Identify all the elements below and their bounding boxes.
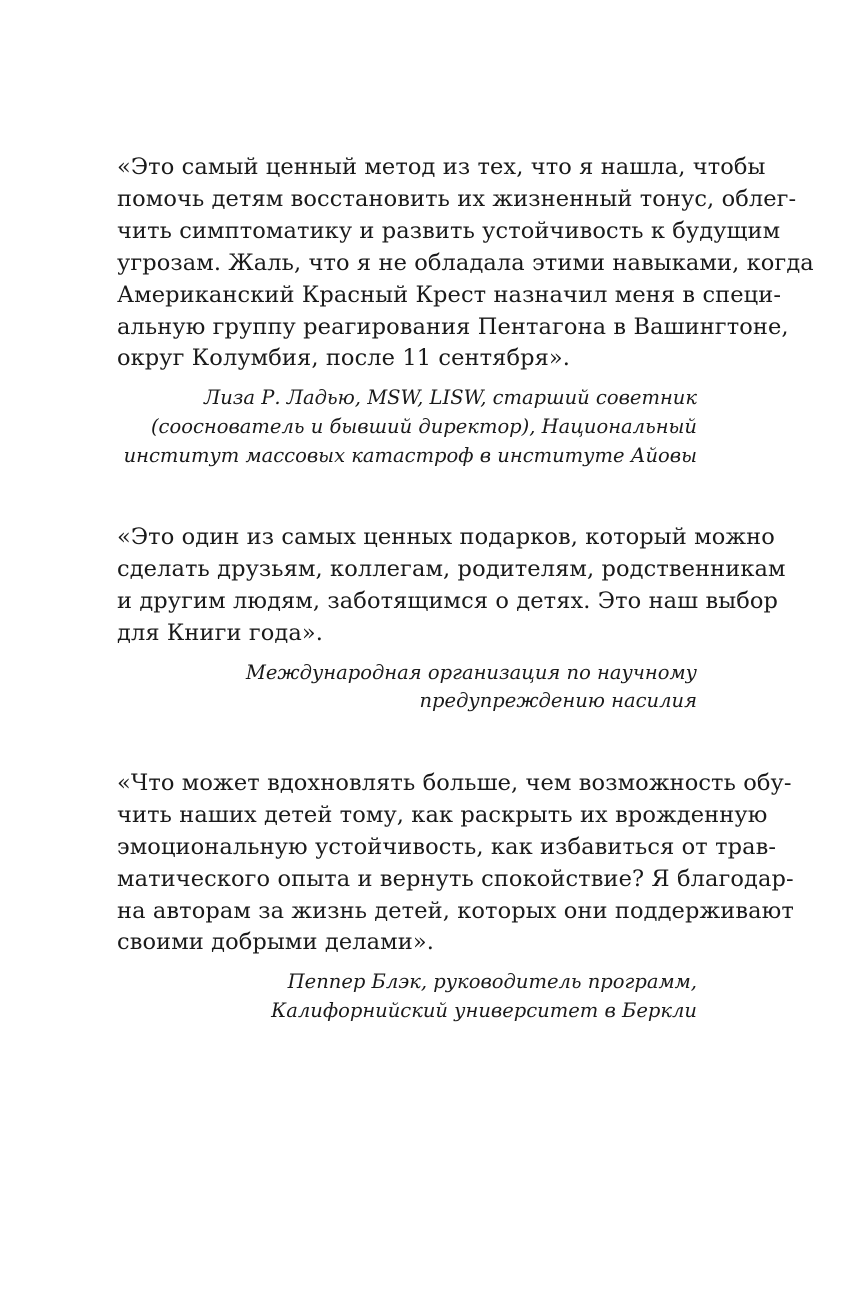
- quote-line: своими добрыми делами».: [117, 929, 434, 956]
- quote-line: матического опыта и вернуть спокойствие? Я благодар-: [117, 865, 794, 892]
- quote-line: «Это один из самых ценных подарков, который можно: [117, 524, 775, 551]
- testimonial-attribution: [117, 659, 697, 716]
- quote-line: сделать друзьям, коллегам, родителям, родственникам: [117, 556, 786, 583]
- testimonial-quote: [117, 522, 786, 650]
- quote-line: «Что может вдохновлять больше, чем возможность обу-: [117, 769, 792, 796]
- quote-line: и другим людям, заботящимся о детях. Это наш выбор: [117, 587, 779, 614]
- testimonial-attribution: [117, 968, 697, 1025]
- testimonial-quote: [117, 152, 814, 375]
- attribution-line: (сооснователь и бывший директор), Национальный: [150, 414, 697, 438]
- quote-line: чить симптоматику и развить устойчивость к будущим: [117, 217, 781, 244]
- testimonial: [117, 152, 814, 470]
- quote-line: для Книги года».: [117, 619, 323, 646]
- testimonial: [117, 768, 794, 1026]
- attribution-line: Калифорнийский университет в Беркли: [271, 998, 697, 1022]
- quote-line: «Это самый ценный метод из тех, что я нашла, чтобы: [117, 154, 766, 180]
- quote-line: угрозам. Жаль, что я не обладала этими навыками, когда: [117, 249, 814, 276]
- quote-line: округ Колумбия, после 11 сентября».: [117, 345, 571, 372]
- quote-line: эмоциональную устойчивость, как избавиться от трав-: [117, 833, 777, 860]
- attribution-line: Пеппер Блэк, руководитель программ,: [287, 970, 697, 994]
- attribution-line: Лиза Р. Ладью, MSW, LISW, старший советник: [203, 386, 697, 410]
- testimonial-attribution: [117, 384, 697, 470]
- testimonial: [117, 522, 786, 716]
- page-content: [117, 152, 814, 1078]
- attribution-line: предупреждению насилия: [419, 689, 697, 713]
- quote-line: Американский Красный Крест назначил меня в специ-: [117, 281, 782, 308]
- quote-line: на авторам за жизнь детей, которых они поддерживают: [117, 897, 794, 924]
- attribution-line: Международная организация по научному: [245, 660, 697, 684]
- attribution-line: институт массовых катастроф в институте Айовы: [123, 443, 697, 467]
- quote-line: помочь детям восстановить их жизненный тонус, облег-: [117, 185, 797, 212]
- testimonial-quote: [117, 768, 794, 959]
- quote-line: альную группу реагирования Пентагона в Вашингтоне,: [117, 313, 789, 340]
- quote-line: чить наших детей тому, как раскрыть их врожденную: [117, 801, 768, 828]
